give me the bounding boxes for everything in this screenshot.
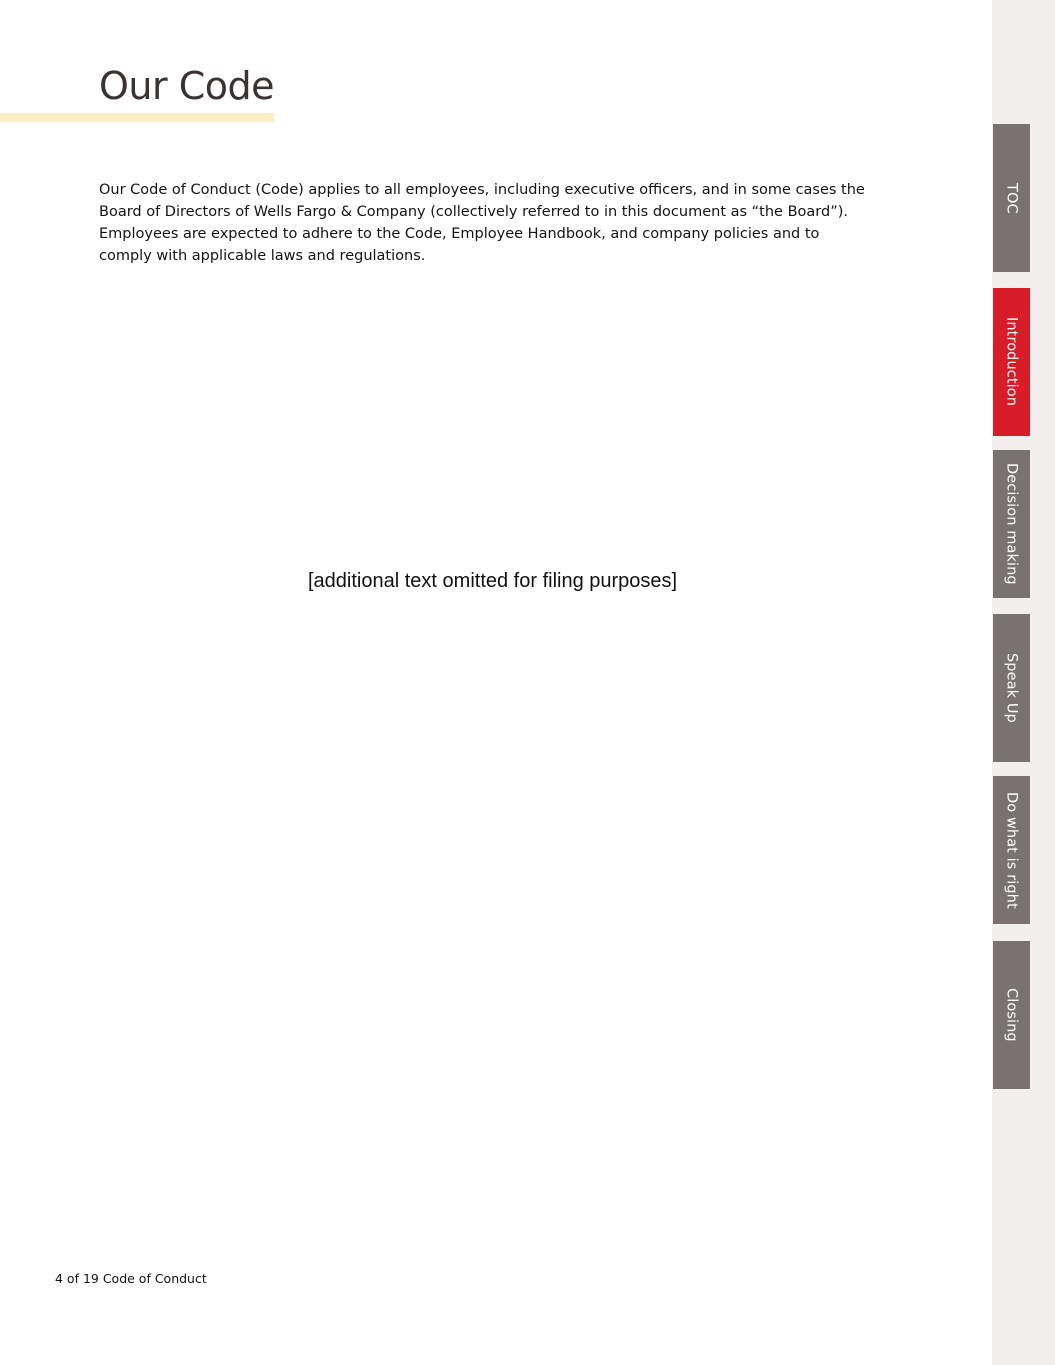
tab-do-what-is-right[interactable] (993, 776, 1030, 924)
tab-closing-label: Closing (1003, 988, 1020, 1042)
page-title: Our Code (99, 64, 274, 108)
tab-toc-label: TOC (1003, 182, 1020, 214)
tab-decision-making[interactable] (993, 450, 1030, 598)
omitted-text-notice: [additional text omitted for filing purposes] (308, 570, 678, 592)
tab-do-what-is-right-label: Do what is right (1003, 791, 1020, 909)
page-footer: 4 of 19 Code of Conduct (55, 1271, 207, 1286)
tab-introduction-label: Introduction (1003, 317, 1020, 407)
tab-closing[interactable] (993, 941, 1030, 1089)
tab-decision-making-label: Decision making (1003, 463, 1020, 585)
tab-speak-up-label: Speak Up (1003, 653, 1020, 723)
intro-paragraph: Our Code of Conduct (Code) applies to all employees, including executive officers, and in some cases the Board of Directors of Wells Fargo & Company (collectively referred to in this document as “the Board”). Employees are expected to adhere to the Code, Employee Handbook, and company policies and to comply with applicable laws and regulations. (99, 182, 865, 264)
title-underline (0, 113, 274, 122)
tab-speak-up[interactable] (993, 614, 1030, 762)
tab-introduction[interactable] (993, 288, 1030, 436)
tab-toc[interactable] (993, 124, 1030, 272)
